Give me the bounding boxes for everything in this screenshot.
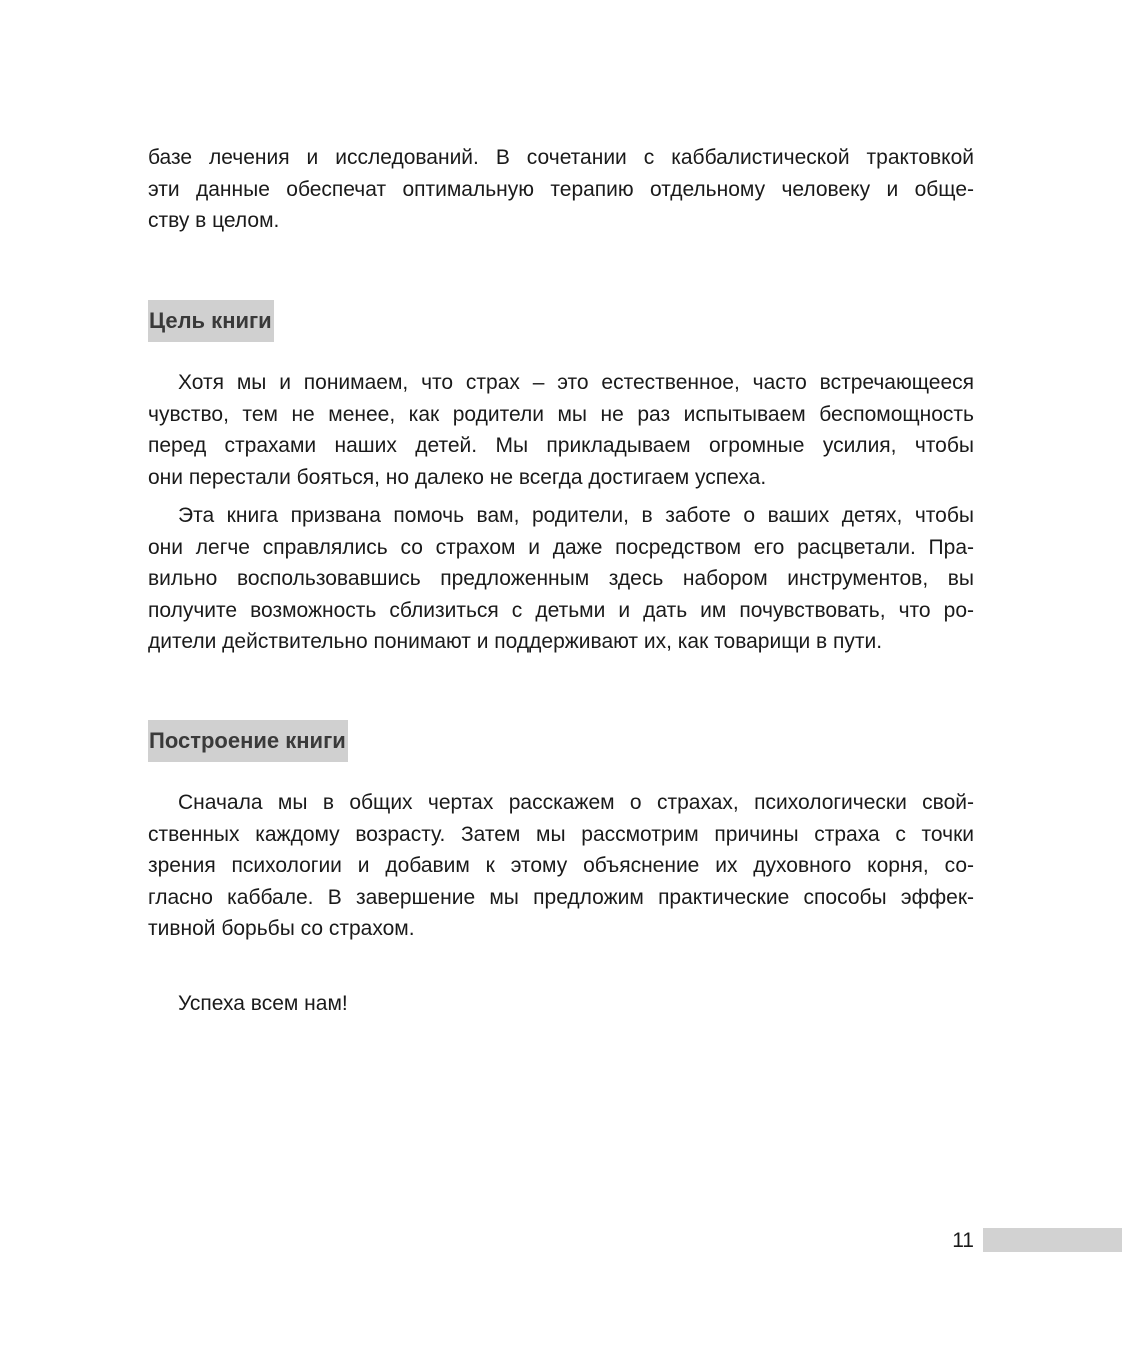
- text-line: тивной борьбы со страхом.: [148, 917, 415, 941]
- text-line: ственных каждому возрасту. Затем мы рассмотрим причины страха с точки: [148, 822, 974, 846]
- text-line: они перестали бояться, но далеко не всегда достигаем успеха.: [148, 465, 767, 489]
- text-line: чувство, тем не менее, как родители мы не раз испытываем беспомощность: [148, 402, 974, 426]
- text-line: они легче справлялись со страхом и даже посредством его расцветали. Пра-: [148, 535, 974, 559]
- closing-line: Успеха всем нам!: [178, 992, 348, 1015]
- closing-paragraph: [148, 988, 974, 1020]
- text-line: получите возможность сблизиться с детьми и дать им почувствовать, что ро-: [148, 598, 974, 622]
- text-line: зрения психологии и добавим к этому объяснение их духовного корня, со-: [148, 854, 974, 878]
- intro-paragraph: [148, 142, 974, 237]
- text-line: перед страхами наших детей. Мы прикладываем огромные усилия, чтобы: [148, 434, 974, 458]
- text-line: ству в целом.: [148, 209, 280, 233]
- section-heading-goal: Цель книги: [148, 300, 274, 342]
- footer-bar: [983, 1228, 1122, 1252]
- page-number: 11: [952, 1229, 974, 1252]
- text-line: Сначала мы в общих чертах расскажем о страхах, психологически свой-: [178, 791, 974, 814]
- text-line: Эта книга призвана помочь вам, родители, в заботе о ваших детях, чтобы: [178, 504, 974, 527]
- text-line: эти данные обеспечат оптимальную терапию отдельному человеку и обще-: [148, 177, 974, 201]
- structure-paragraph: [148, 787, 974, 945]
- text-line: гласно каббале. В завершение мы предложим практические способы эффек-: [148, 885, 974, 909]
- goal-paragraph-1: [148, 367, 974, 493]
- text-line: дители действительно понимают и поддерживают их, как товарищи в пути.: [148, 630, 883, 654]
- text-line: Хотя мы и понимаем, что страх – это естественное, часто встречающееся: [178, 371, 974, 394]
- text-line: базе лечения и исследований. В сочетании с каббалистической трактовкой: [148, 146, 974, 169]
- goal-paragraph-2: [148, 500, 974, 658]
- section-heading-structure: Построение книги: [148, 720, 348, 762]
- text-line: вильно воспользовавшись предложенным здесь набором инструментов, вы: [148, 567, 974, 591]
